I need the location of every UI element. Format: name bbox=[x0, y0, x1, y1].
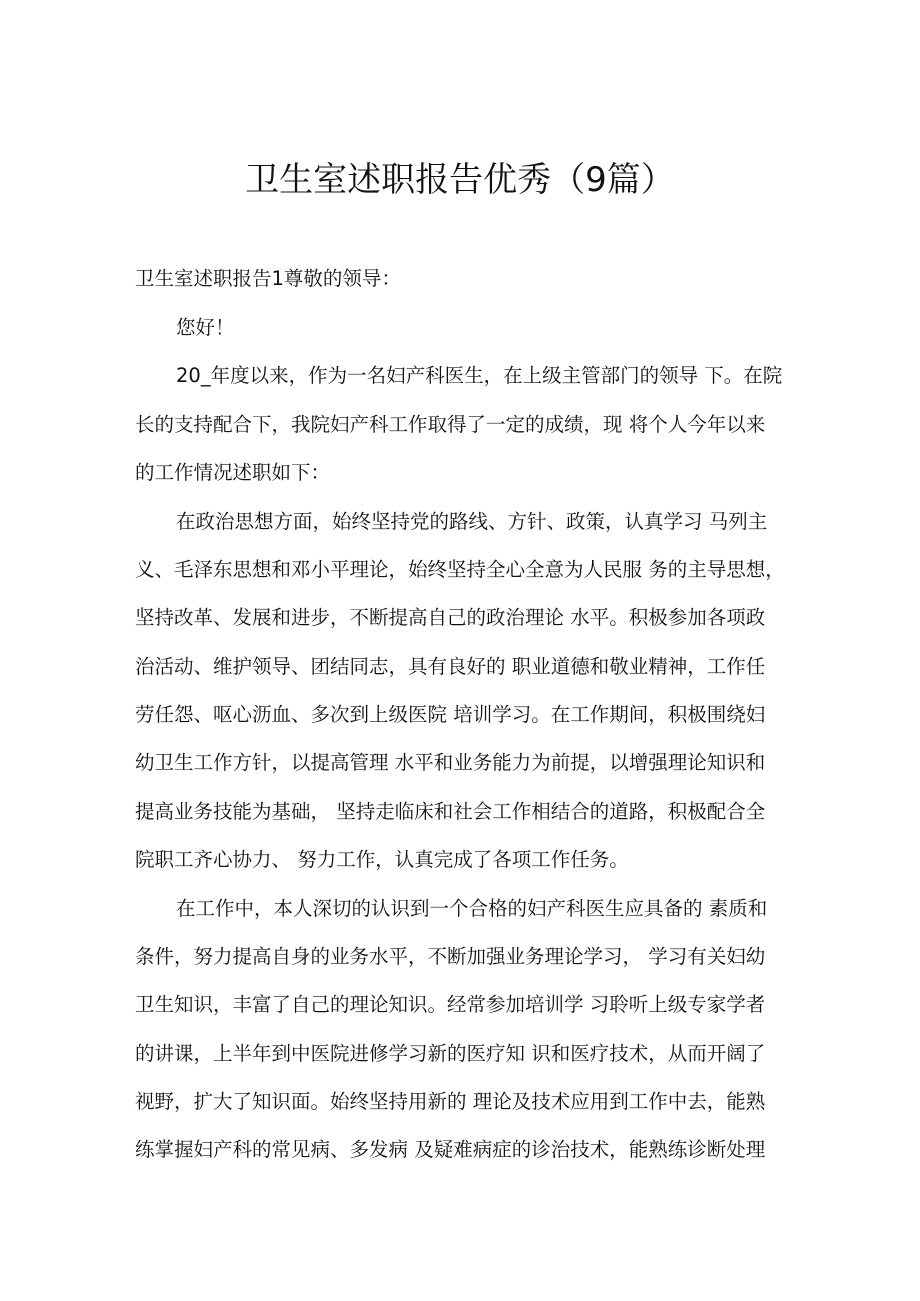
paragraph-line: 在工作中，本人深切的认识到一个合格的妇产科医生应具备的 素质和 bbox=[176, 897, 768, 920]
paragraph-line: 20_年度以来，作为一名妇产科医生，在上级主管部门的领导 下。在院 bbox=[176, 364, 783, 387]
paragraph-line: 幼卫生工作方针，以提高管理 水平和业务能力为前提，以增强理论知识和 bbox=[135, 751, 766, 774]
paragraph-line: 院职工齐心协力、 努力工作，认真完成了各项工作任务。 bbox=[135, 848, 629, 871]
paragraph-line: 提高业务技能为基础， 坚持走临床和社会工作相结合的道路，积极配合全 bbox=[135, 800, 766, 823]
paragraph-line: 在政治思想方面，始终坚持党的路线、方针、政策，认真学习 马列主 bbox=[176, 510, 768, 533]
document-title: 卫生室述职报告优秀（9篇） bbox=[245, 160, 675, 200]
heading-line: 卫生室述职报告1尊敬的领导： bbox=[135, 267, 401, 290]
paragraph-line: 练掌握妇产科的常见病、多发病 及疑难病症的诊治技术，能熟练诊断处理 bbox=[135, 1138, 766, 1161]
paragraph-line: 的讲课，上半年到中医院进修学习新的医疗知 识和医疗技术，从而开阔了 bbox=[135, 1042, 766, 1065]
paragraph-line: 坚持改革、发展和进步，不断提高自己的政治理论 水平。积极参加各项政 bbox=[135, 606, 766, 629]
paragraph-line: 的工作情况述职如下： bbox=[135, 461, 331, 484]
paragraph-line: 卫生知识，丰富了自己的理论知识。经常参加培训学 习聆听上级专家学者 bbox=[135, 993, 766, 1016]
paragraph-line: 长的支持配合下，我院妇产科工作取得了一定的成绩，现 将个人今年以来 bbox=[135, 413, 766, 436]
paragraph-line: 劳任怨、呕心沥血、多次到上级医院 培训学习。在工作期间，积极围绕妇 bbox=[135, 703, 766, 726]
paragraph-line: 治活动、维护领导、团结同志，具有良好的 职业道德和敬业精神，工作任 bbox=[135, 655, 766, 678]
greeting-line: 您好！ bbox=[176, 316, 235, 339]
paragraph-line: 义、毛泽东思想和邓小平理论，始终坚持全心全意为人民服 务的主导思想， bbox=[135, 558, 785, 581]
paragraph-line: 条件，努力提高自身的业务水平，不断加强业务理论学习， 学习有关妇幼 bbox=[135, 945, 766, 968]
paragraph-line: 视野，扩大了知识面。始终坚持用新的 理论及技术应用到工作中去，能熟 bbox=[135, 1090, 766, 1113]
